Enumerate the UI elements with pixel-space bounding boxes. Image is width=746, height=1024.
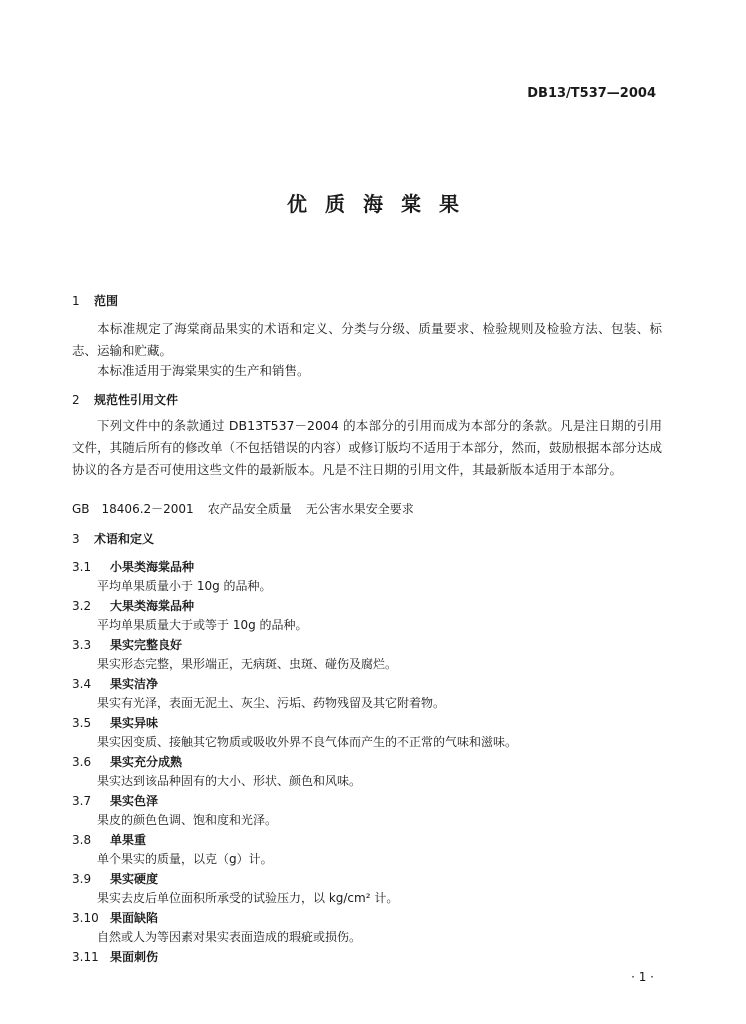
term-number: 3.8 [72, 833, 92, 847]
page-number: · 1 · [631, 970, 654, 984]
term-definition: 平均单果质量小于 10g 的品种。 [97, 579, 272, 593]
term-definition: 果实形态完整，果形端正，无病斑、虫斑、碰伤及腐烂。 [97, 657, 398, 671]
section-heading-terms [72, 530, 154, 547]
term-definition: 果皮的颜色色调、饱和度和光泽。 [97, 813, 278, 827]
references-paragraph: 下列文件中的条款通过 DB13T537－2004 的本部分的引用而成为本部分的条款。凡是注日期的引用文件，其随后所有的修改单（不包括错误的内容）或修订版均不适用于本部分，然而，鼓励根据本部分达成协议的各方是否可使用这些文件的最新版本。凡是不注日期的引用文件，其最新版本适用于本部分。 [72, 418, 662, 477]
standard-title-part1: 农产品安全质量 [207, 502, 292, 516]
term-number: 3.2 [72, 599, 92, 613]
section-title: 术语和定义 [94, 532, 155, 546]
section-heading-scope [72, 292, 118, 309]
term-title: 果实完整良好 [110, 638, 183, 652]
term-title: 大果类海棠品种 [110, 599, 195, 613]
term-heading [72, 870, 158, 887]
term-heading [72, 792, 158, 809]
term-heading [72, 909, 158, 926]
term-heading [72, 714, 158, 731]
term-number: 3.6 [72, 755, 92, 769]
section-heading-references [72, 391, 178, 408]
term-definition: 果实达到该品种固有的大小、形状、颜色和风味。 [97, 774, 362, 788]
term-number: 3.1 [72, 560, 92, 574]
standard-code: GB 18406.2－2001 [72, 502, 194, 516]
section-number: 1 [72, 294, 80, 308]
term-heading [72, 636, 182, 653]
term-heading [72, 558, 194, 575]
term-heading [72, 948, 158, 965]
term-number: 3.10 [72, 911, 99, 925]
term-number: 3.4 [72, 677, 92, 691]
document-code: DB13/T537—2004 [527, 86, 656, 101]
section-number: 3 [72, 532, 80, 546]
term-title: 单果重 [110, 833, 147, 847]
term-definition: 单个果实的质量，以克（g）计。 [97, 852, 273, 866]
scope-paragraph-2: 本标准适用于海棠果实的生产和销售。 [97, 363, 310, 378]
term-definition: 果实因变质、接触其它物质或吸收外界不良气体而产生的不正常的气味和滋味。 [97, 735, 518, 749]
term-title: 果实洁净 [110, 677, 159, 691]
term-title: 小果类海棠品种 [110, 560, 195, 574]
document-title: 优质海棠果 [287, 192, 477, 216]
term-number: 3.9 [72, 872, 92, 886]
term-title: 果实色泽 [110, 794, 159, 808]
referenced-standard [72, 500, 428, 517]
term-heading [72, 753, 182, 770]
term-number: 3.5 [72, 716, 92, 730]
term-number: 3.3 [72, 638, 92, 652]
section-number: 2 [72, 393, 80, 407]
term-heading [72, 675, 158, 692]
term-number: 3.7 [72, 794, 92, 808]
term-heading [72, 831, 146, 848]
term-title: 果实充分成熟 [110, 755, 183, 769]
standard-title-part2: 无公害水果安全要求 [305, 502, 414, 516]
term-title: 果实异味 [110, 716, 159, 730]
section-title: 规范性引用文件 [94, 393, 179, 407]
term-title: 果面刺伤 [110, 950, 159, 964]
term-heading [72, 597, 194, 614]
term-definition: 果实有光泽，表面无泥土、灰尘、污垢、药物残留及其它附着物。 [97, 696, 446, 710]
term-number: 3.11 [72, 950, 99, 964]
scope-paragraph-1: 本标准规定了海棠商品果实的术语和定义、分类与分级、质量要求、检验规则及检验方法、包装、标志、运输和贮藏。 [72, 321, 662, 358]
term-title: 果实硬度 [110, 872, 159, 886]
term-definition: 自然或人为等因素对果实表面造成的瑕疵或损伤。 [97, 930, 362, 944]
term-title: 果面缺陷 [110, 911, 159, 925]
term-definition: 平均单果质量大于或等于 10g 的品种。 [97, 618, 308, 632]
section-title: 范围 [94, 294, 119, 308]
term-definition: 果实去皮后单位面积所承受的试验压力，以 kg/cm² 计。 [97, 891, 399, 905]
